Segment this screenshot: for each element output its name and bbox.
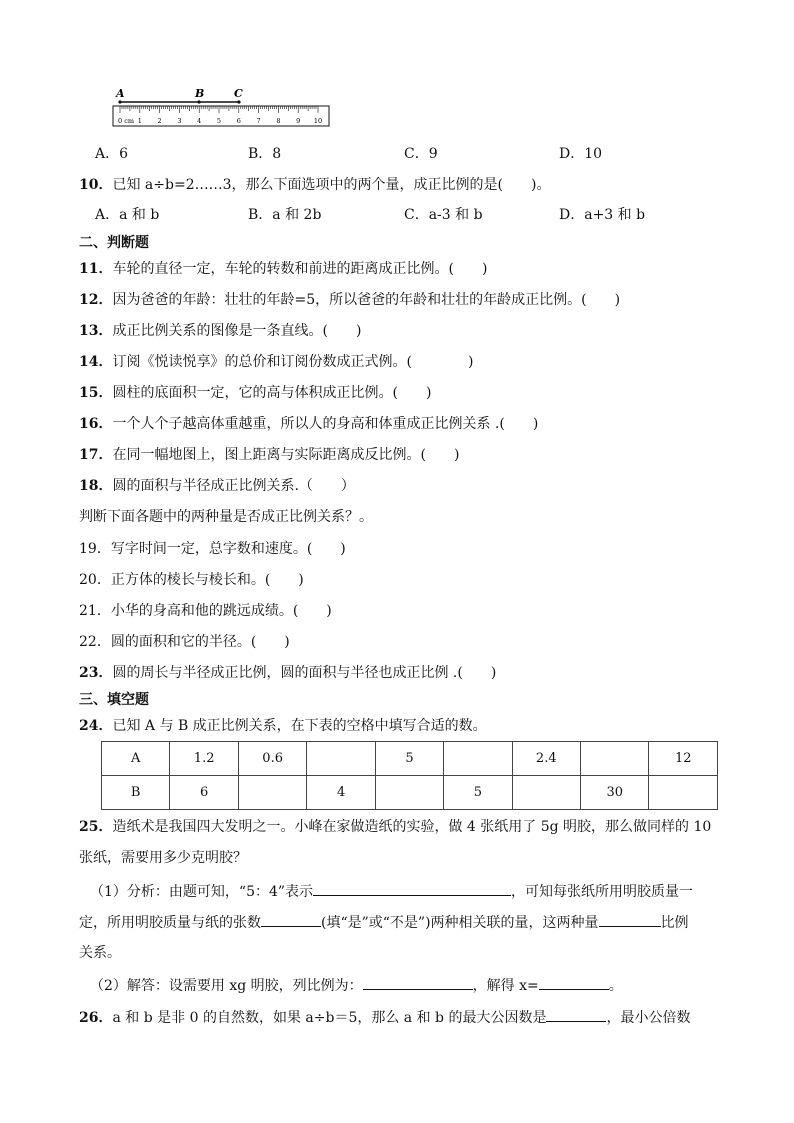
table-cell[interactable]	[444, 742, 512, 776]
question-18: 18．圆的面积与半径成正比例关系.（ ）	[79, 478, 355, 494]
answer-blank[interactable]	[539, 976, 609, 990]
question-14: 14．订阅《悦读悦享》的总价和订阅份数成正式例。( )	[79, 354, 474, 370]
q10-option-a: A．a 和 b	[95, 207, 160, 223]
question-25-line2: 张纸，需要用多少克明胶？	[79, 850, 247, 866]
question-20: 20．正方体的棱长与棱长和。( )	[79, 572, 304, 588]
q10-option-d: D．a+3 和 b	[559, 207, 646, 223]
ruler-tick-label: 4	[197, 117, 202, 125]
question-13: 13．成正比例关系的图像是一条直线。( )	[79, 323, 362, 339]
ruler-figure	[110, 85, 350, 130]
q9-option-b: B．8	[248, 146, 282, 162]
question-12: 12．因为爸爸的年龄：壮壮的年龄=5，所以爸爸的年龄和壮壮的年龄成正比例。( )	[79, 292, 621, 308]
proportion-table	[101, 741, 718, 810]
table-cell: 2.4	[512, 742, 581, 776]
table-cell: 6	[170, 776, 239, 810]
q10-text: 已知 a÷b=2……3，那么下面选项中的两个量，成正比例的是( )。	[112, 177, 551, 193]
ruler-tick-label: 8	[276, 117, 281, 125]
ruler-tick-label: 1	[137, 117, 142, 125]
table-row-b	[102, 776, 718, 810]
question-17: 17．在同一幅地图上，图上距离与实际距离成反比例。( )	[79, 447, 460, 463]
table-cell: 5	[375, 742, 443, 776]
question-25-line1: 25．造纸术是我国四大发明之一。小峰在家做造纸的实验，做 4 张纸用了 5g 明胶，那么做同样的 10	[79, 819, 712, 835]
ruler-tick-label: 2	[157, 117, 162, 125]
ruler-tick-label: 9	[296, 117, 301, 125]
table-cell: B	[102, 776, 170, 810]
table-cell[interactable]	[375, 776, 443, 810]
point-label-b: B	[195, 87, 205, 100]
table-row-a	[102, 742, 718, 776]
table-cell: 12	[649, 742, 718, 776]
q9-option-a: A．6	[95, 146, 129, 162]
q10-question	[79, 176, 550, 194]
answer-blank[interactable]	[313, 882, 511, 896]
answer-blank[interactable]	[261, 913, 321, 927]
question-21: 21．小华的身高和他的跳远成绩。( )	[79, 603, 332, 619]
question-24: 24．已知 A 与 B 成正比例关系，在下表的空格中填写合适的数。	[79, 718, 487, 734]
q25-part1-line2: 定，所用明胶质量与纸的张数 (填“是”或“不是”)两种相关联的量，这两种量 比例	[79, 915, 689, 931]
table-cell: 1.2	[170, 742, 239, 776]
section-title-judge: 二、判断题	[79, 235, 149, 251]
ruler-tick-label: 3	[177, 117, 182, 125]
question-22: 22．圆的面积和它的半径。( )	[79, 634, 290, 650]
question-16: 16．一个人个子越高体重越重，所以人的身高和体重成正比例关系 .( )	[79, 416, 539, 432]
table-cell[interactable]	[649, 776, 718, 810]
ruler-tick-label: 5	[216, 117, 222, 125]
question-11: 11．车轮的直径一定，车轮的转数和前进的距离成正比例。( )	[79, 261, 488, 277]
section-title-fill: 三、填空题	[79, 692, 149, 708]
ruler-tick-label: 6	[236, 117, 241, 125]
ruler-tick-label: 10	[313, 117, 323, 125]
q9-option-d: D．10	[559, 146, 603, 162]
answer-blank[interactable]	[363, 976, 473, 990]
q9-option-c: C．9	[404, 146, 438, 162]
table-cell: 5	[444, 776, 512, 810]
question-26: 26．a 和 b 是非 0 的自然数，如果 a÷b＝5，那么 a 和 b 的最大公因数是 ，最小公倍数	[79, 1010, 691, 1026]
ruler-tick-label: 7	[256, 117, 261, 125]
table-cell[interactable]	[512, 776, 581, 810]
table-cell: 30	[581, 776, 649, 810]
point-label-c: C	[234, 87, 243, 100]
table-cell[interactable]	[238, 776, 307, 810]
question-23: 23．圆的周长与半径成正比例，圆的面积与半径也成正比例 .( )	[79, 665, 497, 681]
q10-number: 10．	[79, 177, 113, 193]
table-cell[interactable]	[581, 742, 649, 776]
answer-blank[interactable]	[599, 913, 661, 927]
q10-option-c: C．a-3 和 b	[404, 207, 483, 223]
question-19: 19．写字时间一定，总字数和速度。( )	[79, 541, 346, 557]
q25-part1-line1: （1）分析：由题可知，“5：4”表示 ，可知每张纸所用明胶质量一	[90, 884, 694, 900]
judge-intro: 判断下面各题中的两种量是否成正比例关系？。	[79, 509, 373, 525]
question-15: 15．圆柱的底面积一定，它的高与体积成正比例。( )	[79, 385, 432, 401]
ruler-tick-label: 0 cm	[118, 117, 135, 125]
point-label-a: A	[116, 87, 125, 100]
table-cell: 0.6	[238, 742, 307, 776]
table-cell: A	[102, 742, 170, 776]
q25-part1-line3: 关系。	[79, 945, 121, 961]
q25-part2: （2）解答：设需要用 xg 明胶，列比例为： ，解得 x= 。	[90, 978, 623, 994]
table-cell[interactable]	[307, 742, 375, 776]
table-cell: 4	[307, 776, 375, 810]
answer-blank[interactable]	[546, 1008, 606, 1022]
q10-option-b: B．a 和 2b	[248, 207, 322, 223]
